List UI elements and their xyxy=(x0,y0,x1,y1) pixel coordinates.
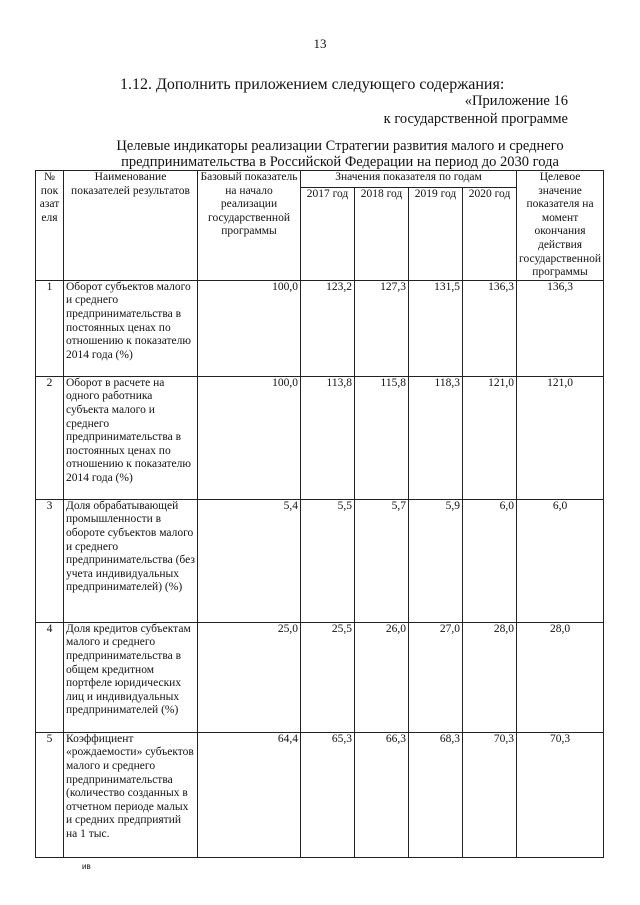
row-target-value: 6,0 xyxy=(517,499,604,622)
row-value-2019: 118,3 xyxy=(409,376,463,499)
header-year-2017: 2017 год xyxy=(301,187,355,280)
row-number: 1 xyxy=(36,280,64,376)
row-target-value: 136,3 xyxy=(517,280,604,376)
row-value-2020: 121,0 xyxy=(463,376,517,499)
header-name: Наименование показателей результатов xyxy=(64,171,198,281)
table-row xyxy=(36,280,604,376)
header-year-2018: 2018 год xyxy=(355,187,409,280)
row-value-2018: 66,3 xyxy=(355,732,409,857)
row-number: 3 xyxy=(36,499,64,622)
row-value-2019: 27,0 xyxy=(409,622,463,732)
row-base-value: 25,0 xyxy=(198,622,301,732)
table-title-line-1: Целевые индикаторы реализации Стратегии развития малого и среднего xyxy=(116,138,564,154)
page-number: 13 xyxy=(313,36,327,51)
row-value-2019: 68,3 xyxy=(409,732,463,857)
indicators-table xyxy=(35,170,604,858)
row-value-2019: 5,9 xyxy=(409,499,463,622)
row-value-2018: 127,3 xyxy=(355,280,409,376)
row-name: Доля кредитов субъектам малого и среднего предпринимательства в общем кредитном портфеле юридических лиц и индивидуальных предпринимателей (%) xyxy=(64,622,198,732)
appendix-label xyxy=(384,92,568,128)
table-title-line-2: предпринимательства в Российской Федерации на период до 2030 года xyxy=(121,154,559,170)
row-name: Доля обрабатывающей промышленности в обороте субъектов малого и среднего предпринимательства (без учета индивидуальных предпринимателей) (%) xyxy=(64,499,198,622)
row-value-2018: 115,8 xyxy=(355,376,409,499)
row-value-2017: 5,5 xyxy=(301,499,355,622)
row-base-value: 5,4 xyxy=(198,499,301,622)
footer-mark: ив xyxy=(82,862,91,871)
table-row xyxy=(36,499,604,622)
row-base-value: 64,4 xyxy=(198,732,301,857)
row-name: Оборот субъектов малого и среднего предпринимательства в постоянных ценах по отношению к показателю 2014 года (%) xyxy=(64,280,198,376)
amendment-heading: 1.12. Дополнить приложением следующего содержания: xyxy=(120,76,505,93)
row-value-2020: 6,0 xyxy=(463,499,517,622)
row-value-2018: 26,0 xyxy=(355,622,409,732)
header-target: Целевое значение показателя на момент окончания действия государственной программы xyxy=(517,171,604,281)
table-row xyxy=(36,376,604,499)
row-value-2017: 65,3 xyxy=(301,732,355,857)
header-base: Базовый показатель на начало реализации государственной программы xyxy=(198,171,301,281)
row-base-value: 100,0 xyxy=(198,376,301,499)
table-row xyxy=(36,622,604,732)
row-value-2018: 5,7 xyxy=(355,499,409,622)
row-base-value: 100,0 xyxy=(198,280,301,376)
appendix-line-1: «Приложение 16 xyxy=(464,93,568,109)
row-target-value: 70,3 xyxy=(517,732,604,857)
header-year-2020: 2020 год xyxy=(463,187,517,280)
row-number: 2 xyxy=(36,376,64,499)
table-row xyxy=(36,732,604,857)
header-year-2019: 2019 год xyxy=(409,187,463,280)
row-value-2020: 136,3 xyxy=(463,280,517,376)
row-target-value: 121,0 xyxy=(517,376,604,499)
table-title xyxy=(60,138,620,170)
row-name: Коэффициент «рождаемости» субъектов малого и среднего предпринимательства (количество созданных в отчетном периоде малых и средних предприятий на 1 тыс. xyxy=(64,732,198,857)
row-value-2017: 113,8 xyxy=(301,376,355,499)
row-value-2020: 28,0 xyxy=(463,622,517,732)
row-value-2017: 25,5 xyxy=(301,622,355,732)
row-number: 5 xyxy=(36,732,64,857)
header-years-group: Значения показателя по годам xyxy=(301,171,517,188)
row-value-2017: 123,2 xyxy=(301,280,355,376)
appendix-line-2: к государственной программе xyxy=(383,111,568,127)
row-value-2020: 70,3 xyxy=(463,732,517,857)
row-number: 4 xyxy=(36,622,64,732)
header-number: № пок азат еля xyxy=(36,171,64,281)
row-name: Оборот в расчете на одного работника субъекта малого и среднего предпринимательства в постоянных ценах по отношению к показателю 2014 года (%) xyxy=(64,376,198,499)
row-value-2019: 131,5 xyxy=(409,280,463,376)
row-target-value: 28,0 xyxy=(517,622,604,732)
